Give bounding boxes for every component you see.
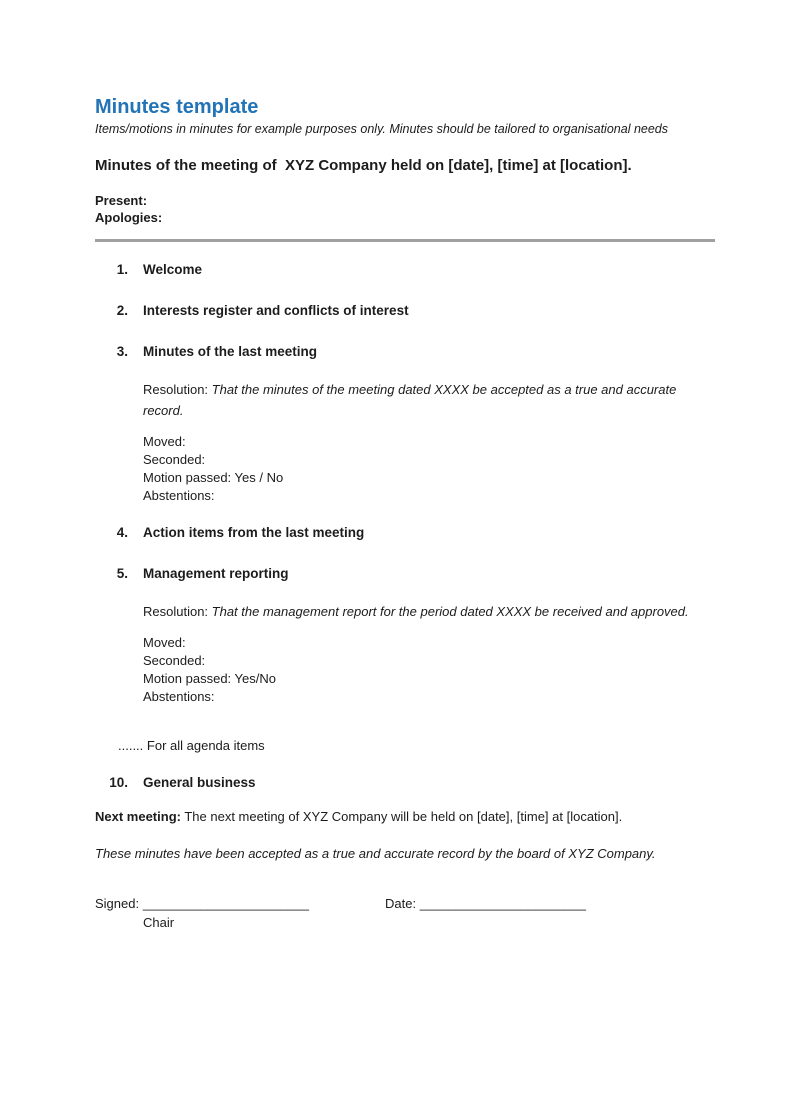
agenda-item-management-reporting <box>95 566 715 582</box>
signed-label: Signed: <box>95 896 140 911</box>
agenda-item-title: Interests register and conflicts of interest <box>143 303 409 318</box>
signature-line: _______________________ <box>142 896 310 911</box>
signed-block <box>95 895 385 912</box>
date-block <box>385 896 586 911</box>
agenda-item-number: 10. <box>109 775 128 790</box>
resolution-management-report <box>143 601 698 622</box>
agenda-item-minutes-last-meeting <box>95 344 715 360</box>
agenda-item-title: Management reporting <box>143 566 289 581</box>
agenda-item-interests-register <box>95 303 715 319</box>
resolution-text: That the minutes of the meeting dated XXXX be accepted as a true and accurate record. <box>143 382 677 418</box>
resolution-minutes <box>143 379 698 421</box>
next-meeting-text: The next meeting of XYZ Company will be held on [date], [time] at [location]. <box>180 809 623 824</box>
seconded-field: Seconded: <box>143 653 206 668</box>
date-line: _______________________ <box>419 896 586 911</box>
present-label: Present: <box>95 193 148 208</box>
next-meeting-line <box>95 808 715 825</box>
agenda-item-general-business <box>95 775 715 791</box>
resolution-text: That the management report for the period dated XXXX be received and approved. <box>211 604 689 619</box>
acceptance-note: These minutes have been accepted as a true and accurate record by the board of XYZ Company. <box>95 846 656 861</box>
apologies-label: Apologies: <box>95 210 163 225</box>
all-agenda-items-note: ....... For all agenda items <box>118 738 265 753</box>
abstentions-field: Abstentions: <box>143 488 215 503</box>
subtitle: Items/motions in minutes for example purposes only. Minutes should be tailored to organisational needs <box>95 122 668 136</box>
seconded-field: Seconded: <box>143 452 206 467</box>
abstentions-field: Abstentions: <box>143 689 215 704</box>
divider-rule <box>95 239 715 242</box>
agenda-item-title: Welcome <box>143 262 203 277</box>
signature-row <box>95 895 715 912</box>
agenda-item-title: General business <box>143 775 256 790</box>
motion-passed-field: Motion passed: Yes / No <box>143 470 284 485</box>
moved-field: Moved: <box>143 635 186 650</box>
motion-passed-field: Motion passed: Yes/No <box>143 671 276 686</box>
agenda-item-number: 5. <box>116 566 128 581</box>
resolution-label: Resolution: <box>143 604 212 619</box>
agenda-item-number: 1. <box>116 262 128 277</box>
meeting-heading: Minutes of the meeting of XYZ Company held on [date], [time] at [location]. <box>95 157 632 174</box>
agenda-item-title: Minutes of the last meeting <box>143 344 318 359</box>
moved-field: Moved: <box>143 434 186 449</box>
resolution-label: Resolution: <box>143 382 212 397</box>
agenda-item-number: 3. <box>116 344 128 359</box>
chair-label: Chair <box>143 915 175 930</box>
page-title: Minutes template <box>95 96 259 118</box>
agenda-item-title: Action items from the last meeting <box>143 525 365 540</box>
agenda-item-number: 2. <box>116 303 128 318</box>
motion-fields-minutes <box>143 433 715 505</box>
agenda-item-action-items <box>95 525 715 541</box>
motion-fields-management <box>143 634 715 706</box>
agenda-item-number: 4. <box>116 525 128 540</box>
agenda-item-welcome <box>95 262 715 278</box>
next-meeting-label: Next meeting: <box>95 809 181 824</box>
date-label: Date: <box>385 896 417 911</box>
